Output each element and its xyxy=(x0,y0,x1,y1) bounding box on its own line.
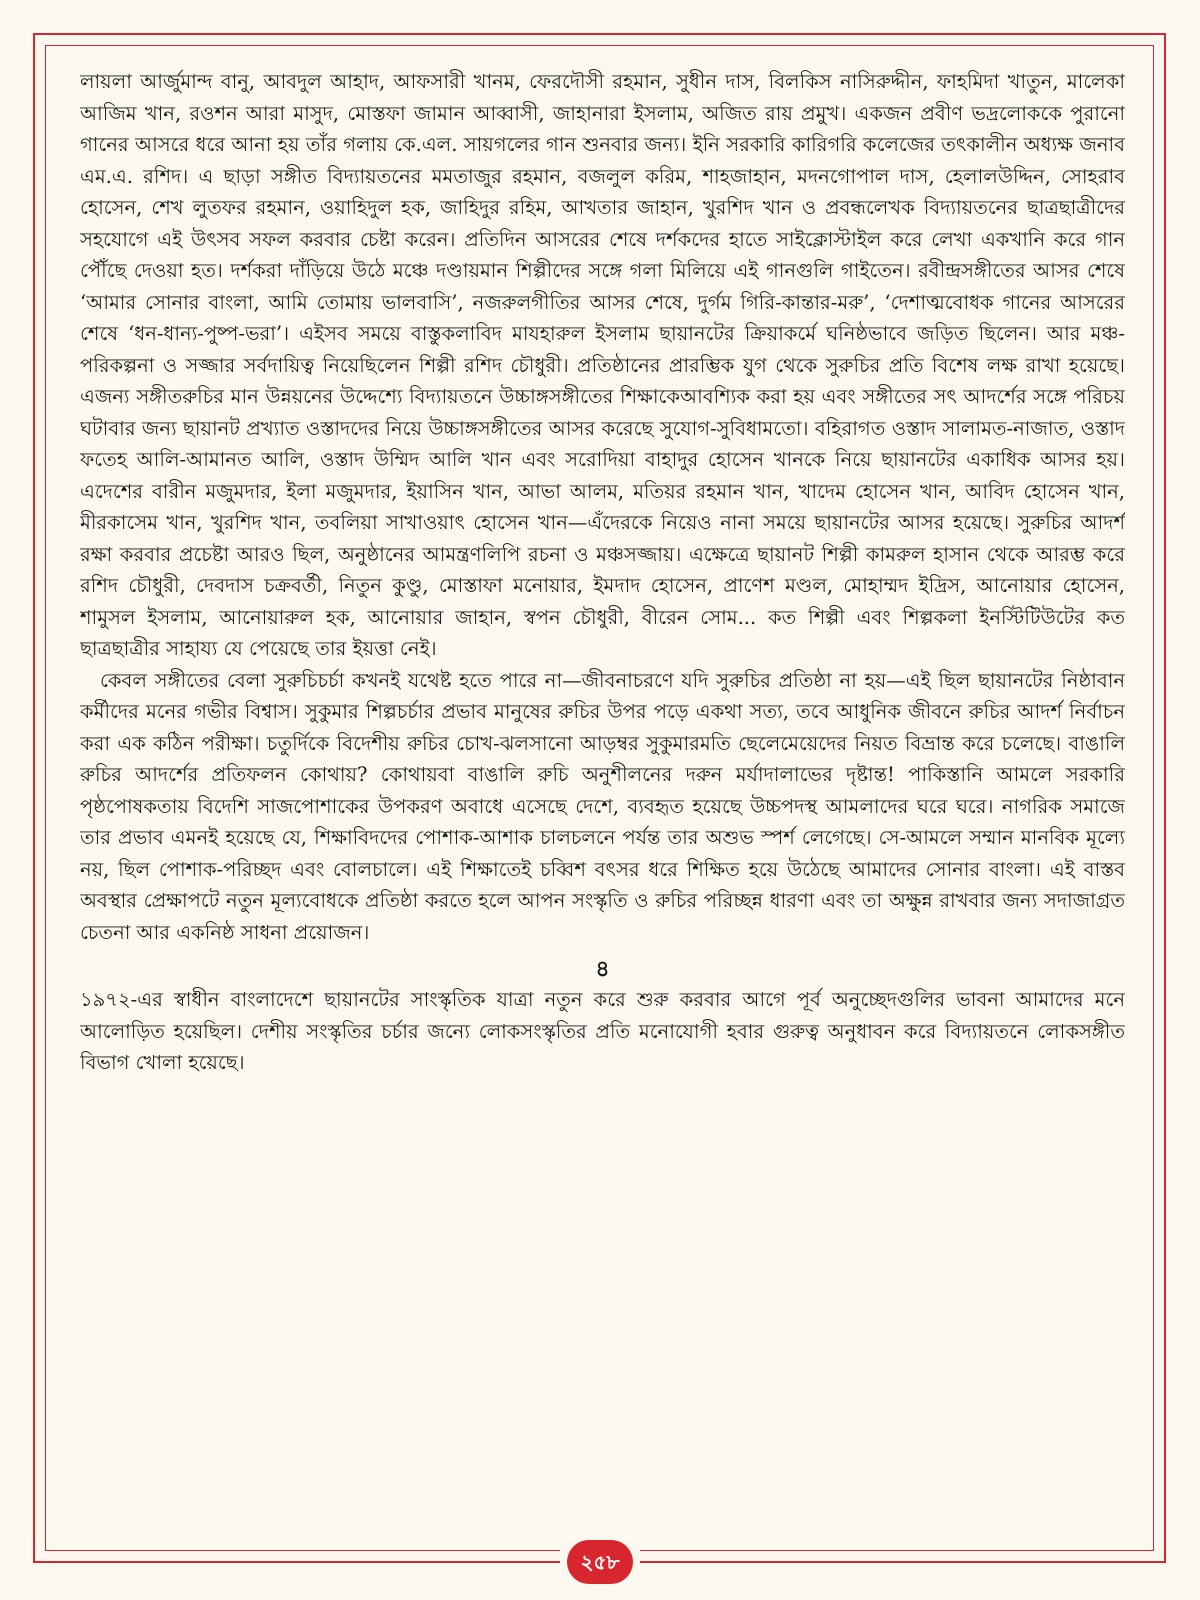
section-paragraph: ১৯৭২-এর স্বাধীন বাংলাদেশে ছায়ানটের সাংস্কৃতিক যাত্রা নতুন করে শুরু করবার আগে পূর্ব অনুচ্ছেদগুলির ভাবনা আমাদের মনে আলোড়িত হয়েছিল। দেশীয় সংস্কৃতির চর্চার জন্যে লোকসংস্কৃতির প্রতি মনোযোগী হবার গুরুত্ব অনুধাবন করে বিদ্যায়তনে লোকসঙ্গীত বিভাগ খোলা হয়েছে। xyxy=(80,988,1125,1074)
page-number-badge: ২৫৮ xyxy=(567,1540,633,1584)
page-body xyxy=(80,66,1125,1486)
section-number: ৪ xyxy=(595,956,610,982)
body-paragraph-1: লায়লা আর্জুমান্দ বানু, আবদুল আহাদ, আফসারী খানম, ফেরদৌসী রহমান, সুধীন দাস, বিলকিস নাসিরুদ্দীন, ফাহমিদা খাতুন, মালেকা আজিম খান, রওশন আরা মাসুদ, মোস্তফা জামান আব্বাসী, জাহানারা ইসলাম, অজিত রায় প্রমুখ। একজন প্রবীণ ভদ্রলোককে পুরানো গানের আসরে ধরে আনা হয় তাঁর গলায় কে.এল. সায়গলের গান শুনবার জন্য। ইনি সরকারি কারিগরি কলেজের তৎকালীন অধ্যক্ষ জনাব এম.এ. রশিদ। এ ছাড়া সঙ্গীত বিদ্যায়তনের মমতাজুর রহমান, বজলুল করিম, শাহজাহান, মদনগোপাল দাস, হেলালউদ্দিন, সোহরাব হোসেন, শেখ লুতফর রহমান, ওয়াহিদুল হক, জাহিদুর রহিম, আখতার জাহান, খুরশিদ খান ও প্রবন্ধলেখক বিদ্যায়তনের ছাত্রছাত্রীদের সহযোগে এই উৎসব সফল করবার চেষ্টা করেন। প্রতিদিন আসরের শেষে দর্শকদের হাতে সাইক্লোস্টাইল করে লেখা একখানি করে গান পৌঁছে দেওয়া হত। দর্শকরা দাঁড়িয়ে উঠে মঞ্চে দণ্ডায়মান শিল্পীদের সঙ্গে গলা মিলিয়ে এই গানগুলি গাইতেন। রবীন্দ্রসঙ্গীতের আসর শেষে ‘আমার সোনার বাংলা, আমি তোমায় ভালবাসি’, নজরুলগীতির আসর শেষে, দুর্গম গিরি-কান্তার-মরু’, ‘দেশাত্মবোধক গানের আসরের শেষে ‘ধন-ধান্য-পুষ্প-ভরা’। এইসব সময়ে বাস্তুকলাবিদ মাযহারুল ইসলাম ছায়ানটের ক্রিয়াকর্মে ঘনিষ্ঠভাবে জড়িত ছিলেন। আর মঞ্চ-পরিকল্পনা ও সজ্জার সর্বদায়িত্ব নিয়েছিলেন শিল্পী রশিদ চৌধুরী। প্রতিষ্ঠানের প্রারম্ভিক যুগ থেকে সুরুচির প্রতি বিশেষ লক্ষ রাখা হয়েছে। এজন্য সঙ্গীতরুচির মান উন্নয়নের উদ্দেশ্যে বিদ্যায়তনে উচ্চাঙ্গসঙ্গীতের শিক্ষাকেআবশ্যিক করা হয় এবং সঙ্গীতের সৎ আদর্শের সঙ্গে পরিচয় ঘটাবার জন্য ছায়ানট প্রখ্যাত ওস্তাদদের নিয়ে উচ্চাঙ্গসঙ্গীতের আসর করেছে সুযোগ-সুবিধামতো। বহিরাগত ওস্তাদ সালামত-নাজাত, ওস্তাদ ফতেহ আলি-আমানত আলি, ওস্তাদ উম্মিদ আলি খান এবং সরোদিয়া বাহাদুর হোসেন খানকে নিয়ে ছায়ানটের একাধিক আসর হয়। এদেশের বারীন মজুমদার, ইলা মজুমদার, ইয়াসিন খান, আভা আলম, মতিয়র রহমান খান, খাদেম হোসেন খান, আবিদ হোসেন খান, মীরকাসেম খান, খুরশিদ খান, তবলিয়া সাখাওয়াৎ হোসেন খান—এঁদেরকে নিয়েও নানা সময়ে ছায়ানটের আসর হয়েছে। সুরুচির আদর্শ রক্ষা করবার প্রচেষ্টা আরও ছিল, অনুষ্ঠানের আমন্ত্রণলিপি রচনা ও মঞ্চসজ্জায়। এক্ষেত্রে ছায়ানট শিল্পী কামরুল হাসান থেকে আরম্ভ করে রশিদ চৌধুরী, দেবদাস চক্রবর্তী, নিতুন কুণ্ডু, মোস্তাফা মনোয়ার, ইমদাদ হোসেন, প্রাণেশ মণ্ডল, মোহাম্মদ ইদ্রিস, আনোয়ার হোসেন, শামুসল ইসলাম, আনোয়ারুল হক, আনোয়ার জাহান, স্বপন চৌধুরী, বীরেন সোম... কত শিল্পী এবং শিল্পকলা ইনস্টিটিউটের কত ছাত্রছাত্রীর সাহায্য যে পেয়েছে তার ইয়ত্তা নেই। xyxy=(80,70,1125,660)
body-paragraph-2: কেবল সঙ্গীতের বেলা সুরুচিচর্চা কখনই যথেষ্ট হতে পারে না—জীবনাচরণে যদি সুরুচির প্রতিষ্ঠা না হয়—এই ছিল ছায়ানটের নিষ্ঠাবান কর্মীদের মনের গভীর বিশ্বাস। সুকুমার শিল্পচর্চার প্রভাব মানুষের রুচির উপর পড়ে একথা সত্য, তবে আধুনিক জীবনে রুচির আদর্শ নির্বাচন করা এক কঠিন পরীক্ষা। চতুর্দিকে বিদেশীয় রুচির চোখ-ঝলসানো আড়ম্বর সুকুমারমতি ছেলেমেয়েদের নিয়ত বিভ্রান্ত করে চলেছে। বাঙালি রুচির আদর্শের প্রতিফলন কোথায়? কোথায়বা বাঙালি রুচি অনুশীলনের দরুন মর্যাদালাভের দৃষ্টান্ত! পাকিস্তানি আমলে সরকারি পৃষ্ঠপোষকতায় বিদেশি সাজপোশাকের উপকরণ অবাধে এসেছে দেশে, ব্যবহৃত হয়েছে উচ্চপদস্থ আমলাদের ঘরে ঘরে। নাগরিক সমাজে তার প্রভাব এমনই হয়েছে যে, শিক্ষাবিদদের পোশাক-আশাক চালচলনে পর্যন্ত তার অশুভ স্পর্শ লেগেছে। সে-আমলে সম্মান মানবিক মূল্যে নয়, ছিল পোশাক-পরিচ্ছদ এবং বোলচালে। এই শিক্ষাতেই চব্বিশ বৎসর ধরে শিক্ষিত হয়ে উঠেছে আমাদের সোনার বাংলা। এই বাস্তব অবস্থার প্রেক্ষাপটে নতুন মূল্যবোধকে প্রতিষ্ঠা করতে হলে আপন সংস্কৃতি ও রুচির পরিচ্ছন্ন ধারণা এবং তা অক্ষুন্ন রাখবার জন্য সদাজাগ্রত চেতনা আর একনিষ্ঠ সাধনা প্রয়োজন। xyxy=(80,668,1125,944)
